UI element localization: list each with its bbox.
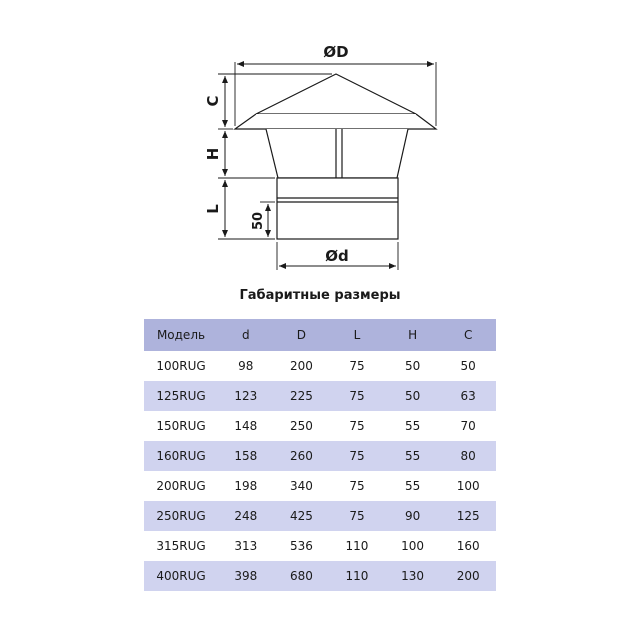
cell-H: 100 [385, 531, 441, 561]
cell-D: 425 [274, 501, 330, 531]
label-D: ØD [323, 43, 349, 61]
cap-brim-shape [235, 114, 436, 129]
table-row [144, 441, 496, 471]
cell-model: 160RUG [144, 441, 218, 471]
header-L: L [329, 319, 385, 351]
cell-model: 250RUG [144, 501, 218, 531]
cell-L: 75 [329, 471, 385, 501]
cell-model: 200RUG [144, 471, 218, 501]
cell-H: 55 [385, 411, 441, 441]
cell-d: 313 [218, 531, 274, 561]
table-row [144, 411, 496, 441]
cell-d: 398 [218, 561, 274, 591]
cell-L: 75 [329, 381, 385, 411]
cell-model: 400RUG [144, 561, 218, 591]
cell-D: 200 [274, 351, 330, 381]
table-row [144, 351, 496, 381]
cell-L: 75 [329, 441, 385, 471]
cell-D: 680 [274, 561, 330, 591]
label-50: 50 [251, 211, 266, 231]
table-row [144, 531, 496, 561]
label-L: L [204, 204, 222, 214]
dimensions-table [144, 319, 496, 591]
cell-C: 160 [440, 531, 496, 561]
cell-C: 80 [440, 441, 496, 471]
cell-d: 148 [218, 411, 274, 441]
cell-d: 158 [218, 441, 274, 471]
cell-D: 340 [274, 471, 330, 501]
header-H: H [385, 319, 441, 351]
table-row [144, 561, 496, 591]
header-D: D [274, 319, 330, 351]
table-header-row [144, 319, 496, 351]
cell-D: 260 [274, 441, 330, 471]
cell-model: 125RUG [144, 381, 218, 411]
cell-H: 90 [385, 501, 441, 531]
label-d: Ød [325, 247, 349, 265]
table-row [144, 501, 496, 531]
cell-model: 315RUG [144, 531, 218, 561]
cell-C: 125 [440, 501, 496, 531]
cell-d: 248 [218, 501, 274, 531]
cap-technical-drawing [0, 0, 640, 290]
cell-L: 75 [329, 501, 385, 531]
label-C: C [204, 95, 222, 107]
cell-d: 123 [218, 381, 274, 411]
cell-D: 536 [274, 531, 330, 561]
cone-cap-shape [256, 74, 416, 114]
header-C: C [440, 319, 496, 351]
cell-L: 110 [329, 531, 385, 561]
funnel-body-shape [266, 129, 408, 178]
header-d: d [218, 319, 274, 351]
cell-D: 225 [274, 381, 330, 411]
cell-C: 63 [440, 381, 496, 411]
table-row [144, 381, 496, 411]
cell-model: 150RUG [144, 411, 218, 441]
cell-d: 98 [218, 351, 274, 381]
label-H: H [204, 147, 222, 161]
cell-H: 50 [385, 351, 441, 381]
cell-H: 130 [385, 561, 441, 591]
cell-C: 100 [440, 471, 496, 501]
cell-L: 75 [329, 411, 385, 441]
table-row [144, 471, 496, 501]
cell-D: 250 [274, 411, 330, 441]
header-model: Модель [144, 319, 218, 351]
cell-model: 100RUG [144, 351, 218, 381]
pipe-shape [277, 178, 398, 239]
cell-L: 75 [329, 351, 385, 381]
cell-C: 70 [440, 411, 496, 441]
table-title: Габаритные размеры [239, 288, 401, 303]
cell-H: 55 [385, 441, 441, 471]
cell-C: 50 [440, 351, 496, 381]
cell-L: 110 [329, 561, 385, 591]
cell-H: 50 [385, 381, 441, 411]
cell-d: 198 [218, 471, 274, 501]
cell-H: 55 [385, 471, 441, 501]
cell-C: 200 [440, 561, 496, 591]
